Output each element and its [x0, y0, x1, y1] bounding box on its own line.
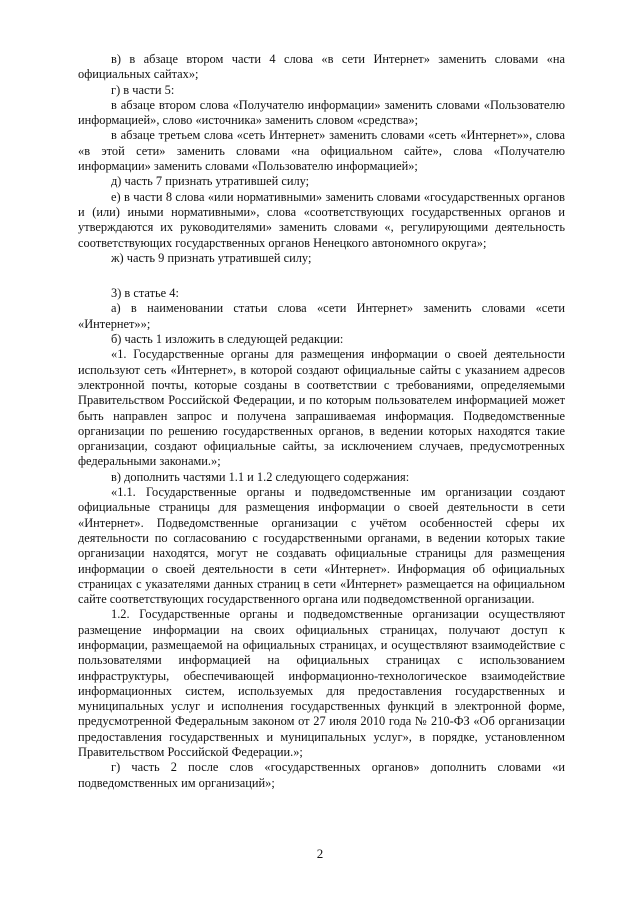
paragraph-part1-text: «1. Государственные органы для размещения информации о своей деятельности используют сеть «Интернет», в которой создают официальные сайты с указанием адресов электронной почты, которые созданы в соответствии с требованиями, определяемыми Правительством Российской Федерации, и по которым пользователем информацией может быть направлен запрос и получена запрашиваемая информация. Подведомственные организации по решению государственных органов, в ведении которых находятся такие организации, создают официальные сайты, за исключением случаев, предусмотренных федеральными законами.»; — [78, 347, 565, 469]
paragraph-article4-b: б) часть 1 изложить в следующей редакции: — [111, 332, 344, 347]
document-body — [78, 52, 565, 791]
paragraph-5g-abzac2: в абзаце втором слова «Получателю информации» заменить словами «Пользователю информацией», слово «источника» заменить словом «средства»; — [78, 97, 565, 128]
paragraph-5g-abzac3: в абзаце третьем слова «сеть Интернет» заменить словами «сеть «Интернет»», слова «в этой сети» заменить словами «на официальном сайте», слова «Получателю информации» заменить словами «Пользователю информацией»; — [78, 128, 565, 174]
paragraph-9zh: ж) часть 9 признать утратившей силу; — [111, 250, 312, 265]
paragraph-article4-g: г) часть 2 после слов «государственных органов» дополнить словами «и подведомственных им организаций»; — [78, 760, 565, 790]
paragraph-8e: е) в части 8 слова «или нормативными» заменить словами «государственных органов и (или) иными нормативными», слова «соответствующих государственных органов и утверждаются их руководителями» заменить словами «, регулирующими деятельность соответствующих государственных органов Ненецкого автономного округа»; — [78, 189, 565, 250]
paragraph-part1-2-text: 1.2. Государственные органы и подведомственные организации осуществляют размещение информации на своих официальных страницах, получают доступ к информации, размещаемой на официальных страницах, и осуществляют взаимодействие с пользователями информацией на официальных страницах с использованием инфраструктуры, обеспечивающей информационно-технологическое взаимодействие информационных систем, используемых для предоставления государственных и муниципальных услуг и исполнения государственных функций в электронной форме, предусмотренной Федеральным законом от 27 июля 2010 года № 210-ФЗ «Об организации предоставления государственных и муниципальных услуг», в порядке, установленном Правительством Российской Федерации.»; — [78, 607, 565, 760]
paragraph-article4-a: а) в наименовании статьи слова «сети Интернет» заменить словами «сети «Интернет»»; — [78, 301, 565, 331]
section-gap — [78, 266, 565, 286]
page-number: 2 — [316, 846, 324, 861]
paragraph-part1-1-text: «1.1. Государственные органы и подведомственные им организации создают официальные страницы для размещения информации о своей деятельности в сети «Интернет». Подведомственные организации с учётом особенностей сферы их деятельности по согласованию с государственными органами, в ведении которых такие организации находятся, могут не создавать официальные страницы для размещения информации о своей деятельности в сети «Интернет». Информация об официальных страницах с указателями данных страниц в сети «Интернет» размещается на официальном сайте соответствующих государственного органа или подведомственной организации. — [78, 485, 565, 607]
paragraph-article4-v: в) дополнить частями 1.1 и 1.2 следующего содержания: — [111, 469, 410, 484]
paragraph-5g: г) в части 5: — [111, 82, 175, 97]
paragraph-7d: д) часть 7 признать утратившей силу; — [111, 174, 310, 189]
paragraph-article4: 3) в статье 4: — [111, 286, 179, 301]
paragraph-4v: в) в абзаце втором части 4 слова «в сети Интернет» заменить словами «на официальных сайтах»; — [78, 52, 565, 82]
